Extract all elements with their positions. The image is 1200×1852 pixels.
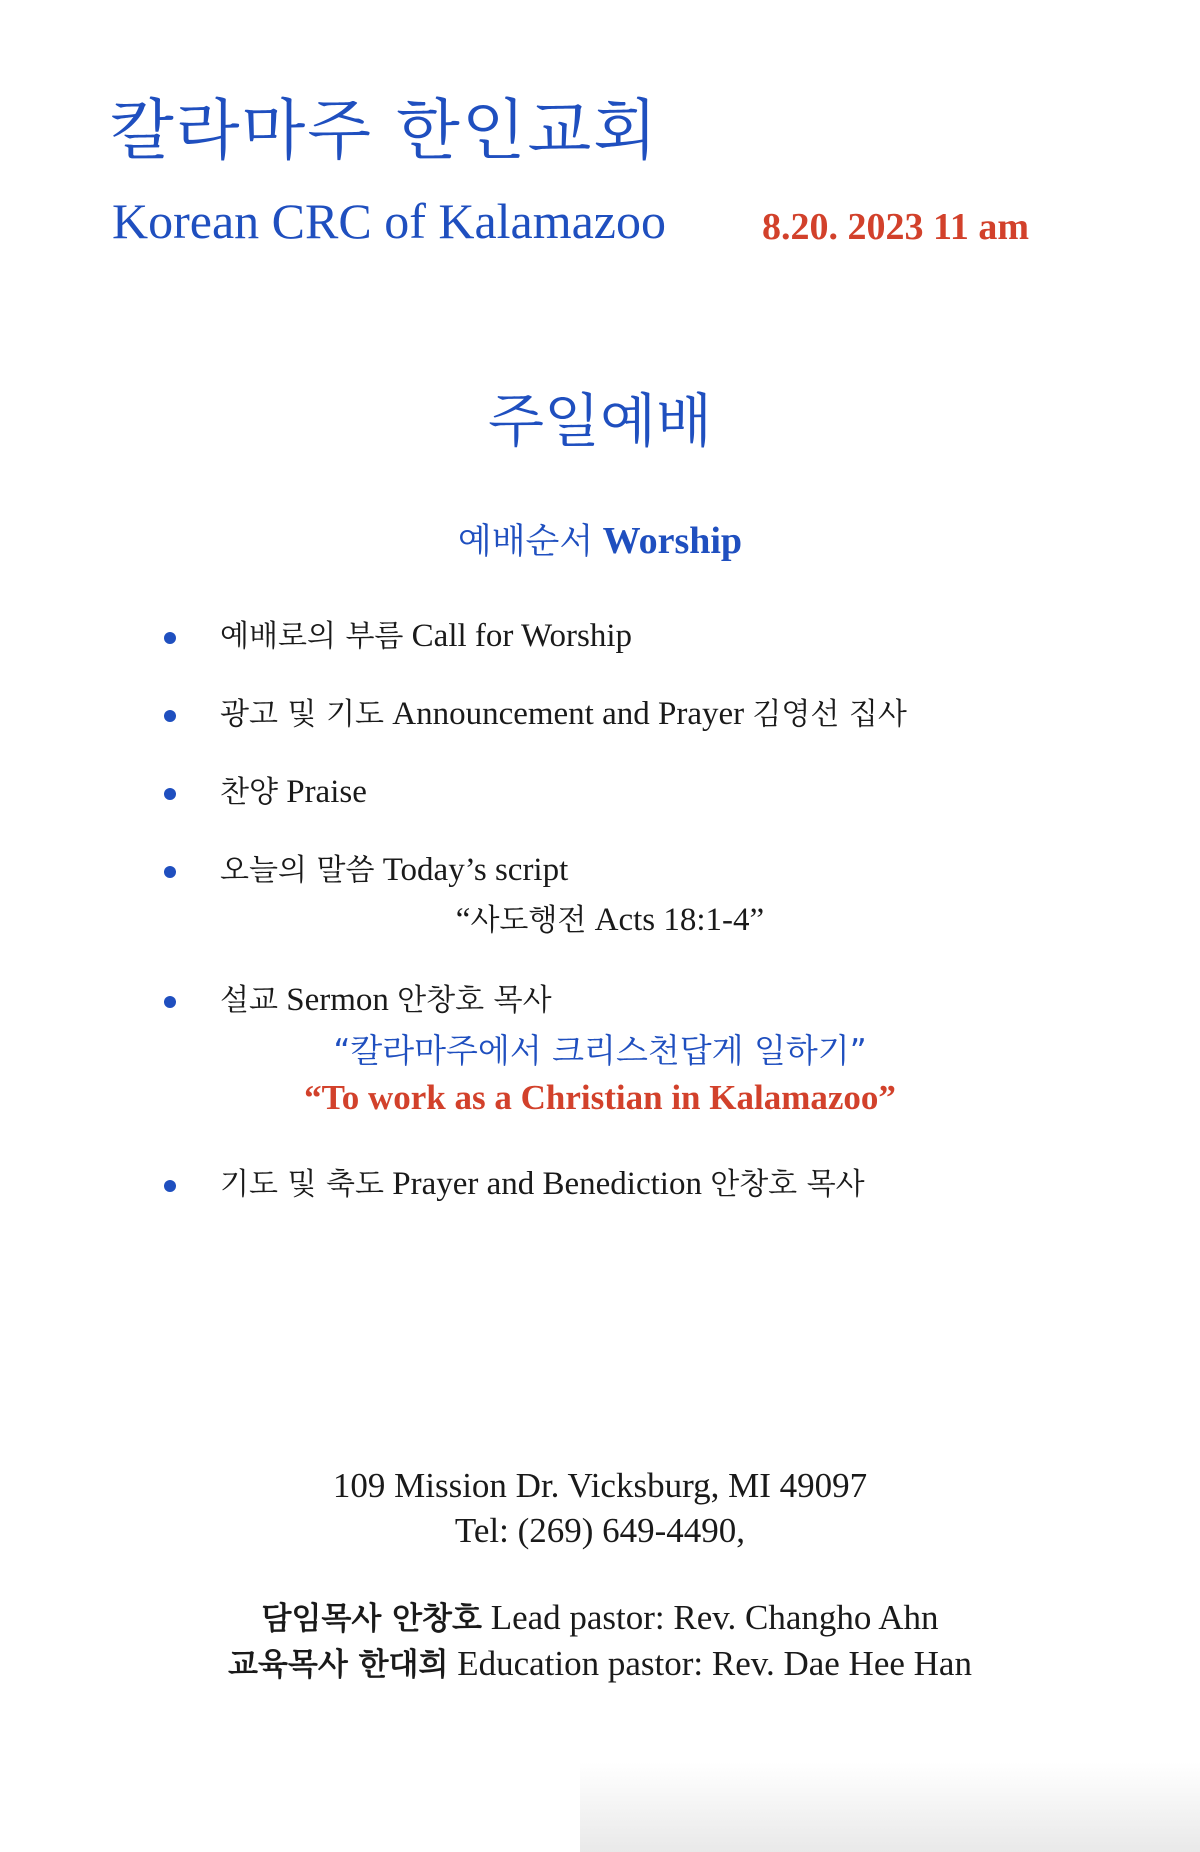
list-item xyxy=(220,776,367,809)
list-item xyxy=(220,620,632,653)
item-leader: 김영선 집사 xyxy=(752,697,907,732)
item-label-korean: 예배로의 부름 xyxy=(220,619,404,654)
order-title-english: Worship xyxy=(602,520,743,562)
bullet-icon xyxy=(164,788,176,800)
lead-pastor-line xyxy=(0,1600,1200,1635)
lead-pastor-english: Lead pastor: Rev. Changho Ahn xyxy=(490,1598,939,1637)
church-address: 109 Mission Dr. Vicksburg, MI 49097 xyxy=(332,1466,868,1505)
bullet-icon xyxy=(164,1180,176,1192)
bullet-icon xyxy=(164,866,176,878)
scripture-verse: Acts 18:1-4 xyxy=(594,902,750,938)
education-pastor-korean: 교육목사 한대희 xyxy=(228,1647,449,1683)
list-item xyxy=(220,854,568,887)
list-item xyxy=(220,1168,865,1201)
item-label-english: Sermon xyxy=(286,982,389,1018)
item-leader: 안창호 목사 xyxy=(397,983,552,1018)
order-of-worship-heading xyxy=(0,522,1200,560)
list-item xyxy=(220,698,907,731)
bullet-icon xyxy=(164,996,176,1008)
service-title: 주일예배 xyxy=(487,387,713,455)
scripture-book-korean: 사도행전 xyxy=(470,903,587,938)
quote-close: ” xyxy=(749,902,765,938)
church-name-english: Korean CRC of Kalamazoo xyxy=(112,193,667,249)
item-label-korean: 기도 및 축도 xyxy=(220,1167,384,1202)
education-pastor-line xyxy=(0,1646,1200,1681)
bullet-icon xyxy=(164,632,176,644)
education-pastor-english: Education pastor: Rev. Dae Hee Han xyxy=(457,1644,972,1683)
sermon-title-korean: “칼라마주에서 크리스천답게 일하기” xyxy=(333,1031,867,1070)
scripture-reference xyxy=(0,904,1200,937)
item-label-korean: 찬양 xyxy=(220,775,278,810)
item-label-english: Announcement and Prayer xyxy=(392,696,745,732)
item-label-korean: 오늘의 말씀 xyxy=(220,853,375,888)
item-label-english: Today’s script xyxy=(382,852,569,888)
lead-pastor-korean: 담임목사 안창호 xyxy=(261,1601,482,1637)
item-label-korean: 설교 xyxy=(220,983,278,1018)
order-title-korean: 예배순서 xyxy=(457,522,594,562)
quote-open: “ xyxy=(455,902,471,938)
bullet-icon xyxy=(164,710,176,722)
item-leader: 안창호 목사 xyxy=(710,1167,865,1202)
item-label-korean: 광고 및 기도 xyxy=(220,697,384,732)
church-name-korean: 칼라마주 한인교회 xyxy=(110,92,660,169)
church-phone: Tel: (269) 649-4490, xyxy=(454,1511,746,1550)
sermon-title-english: “To work as a Christian in Kalamazoo” xyxy=(304,1078,896,1117)
item-label-english: Call for Worship xyxy=(411,618,633,654)
list-item xyxy=(220,984,552,1017)
page-shadow xyxy=(580,1762,1200,1852)
item-label-english: Praise xyxy=(286,774,367,810)
item-label-english: Prayer and Benediction xyxy=(392,1166,702,1202)
service-date: 8.20. 2023 11 am xyxy=(762,206,1030,248)
